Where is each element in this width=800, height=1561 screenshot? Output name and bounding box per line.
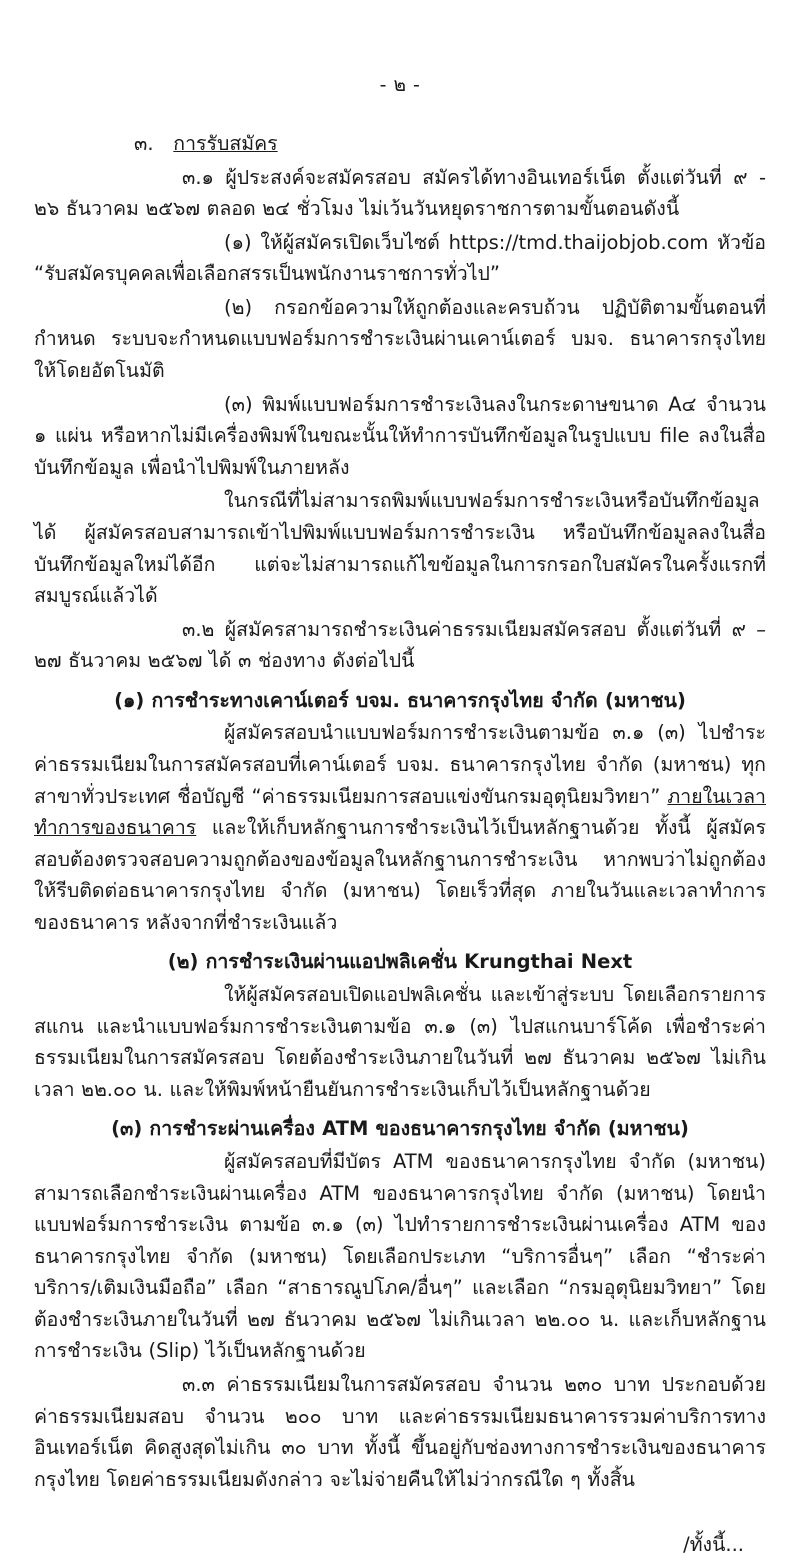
channel-3-heading: (๓) การชำระผ่านเครื่อง ATM ของธนาคารกรุงไทย จำกัด (มหาชน) [111, 1117, 689, 1141]
page-number: - ๒ - [379, 74, 421, 96]
section-3-title: การรับสมัคร [173, 132, 278, 155]
paragraph-3-3: ๓.๓ ค่าธรรมเนียมในการสมัครสอบ จำนวน ๒๓๐ บาท ประกอบด้วย ค่าธรรมเนียมสอบ จำนวน ๒๐๐ บาท และค่าธรรมเนียมธนาคารรวมค่าบริการทางอินเทอร์เน็ต คิดสูงสุดไม่เกิน ๓๐ บาท ทั้งนี้ ขึ้นอยู่กับช่องทางการชำระเงินของธนาคารกรุงไทย โดยค่าธรรมเนียมดังกล่าว จะไม่จ่ายคืนให้ไม่ว่ากรณีใด ๆ ทั้งสิ้น [34, 1372, 766, 1491]
paragraph-note: ในกรณีที่ไม่สามารถพิมพ์แบบฟอร์มการชำระเงินหรือบันทึกข้อมูลได้ ผู้สมัครสอบสามารถเข้าไปพิมพ์แบบฟอร์มการชำระเงิน หรือบันทึกข้อมูลลงในสื่อบันทึกข้อมูลใหม่ได้อีก แต่จะไม่สามารถแก้ไขข้อมูลในการกรอกใบสมัครในครั้งแรกที่สมบูรณ์แล้วได้ [34, 489, 766, 608]
paragraph-3-1: ๓.๑ ผู้ประสงค์จะสมัครสอบ สมัครได้ทางอินเทอร์เน็ต ตั้งแต่วันที่ ๙ - ๒๖ ธันวาคม ๒๕๖๗ ตลอด ๒๔ ชั่วโมง ไม่เว้นวันหยุดราชการตามขั้นตอนดังนี้ [34, 165, 766, 221]
footer-note: /ทั้งนี้... [683, 1533, 744, 1557]
channel-3-body: ผู้สมัครสอบที่มีบัตร ATM ของธนาคารกรุงไทย จำกัด (มหาชน) สามารถเลือกชำระเงินผ่านเครื่อง ATM ของธนาคารกรุงไทย จำกัด (มหาชน) โดยนำแบบฟอร์มการชำระเงิน ตามข้อ ๓.๑ (๓) ไปทำรายการชำระเงินผ่านเครื่อง ATM ของธนาคารกรุงไทย จำกัด (มหาชน) โดยเลือกประเภท “บริการอื่นๆ” เลือก “ชำระค่าบริการ/เติมเงินมือถือ” เลือก “สาธารณูปโภค/อื่นๆ” และเลือก “กรมอุตุนิยมวิทยา” โดยต้องชำระเงินภายในวันที่ ๒๗ ธันวาคม ๒๕๖๗ ไม่เกินเวลา ๒๒.๐๐ น. และเก็บหลักฐานการชำระเงิน (Slip) ไว้เป็นหลักฐานด้วย [34, 1149, 766, 1363]
channel-2-heading: (๒) การชำระเงินผ่านแอปพลิเคชั่น Krungthai Next [167, 950, 633, 974]
channel-1-body [34, 717, 766, 938]
channel-1-body-underlined: ภายในเวลาทำการของธนาคาร [34, 784, 766, 840]
channel-1-body-b: และให้เก็บหลักฐานการชำระเงินไว้เป็นหลักฐานด้วย ทั้งนี้ ผู้สมัครสอบต้องตรวจสอบความถูกต้องของข้อมูลในหลักฐานการชำระเงิน หากพบว่าไม่ถูกต้องให้รีบติดต่อธนาคารกรุงไทย จำกัด (มหาชน) โดยเร็วที่สุด ภายในวันและเวลาทำการของธนาคาร หลังจากที่ชำระเงินแล้ว [34, 816, 766, 934]
paragraph-3-2: ๓.๒ ผู้สมัครสามารถชำระเงินค่าธรรมเนียมสมัครสอบ ตั้งแต่วันที่ ๙ – ๒๗ ธันวาคม ๒๕๖๗ ได้ ๓ ช่องทาง ดังต่อไปนี้ [34, 617, 766, 673]
paragraph-item-2: (๒) กรอกข้อความให้ถูกต้องและครบถ้วน ปฏิบัติตามขั้นตอนที่กำหนด ระบบจะกำหนดแบบฟอร์มการชำระเงินผ่านเคาน์เตอร์ บมจ. ธนาคารกรุงไทย ให้โดยอัตโนมัติ [34, 295, 766, 383]
channel-1-heading: (๑) การชำระทางเคาน์เตอร์ บจม. ธนาคารกรุงไทย จำกัด (มหาชน) [114, 688, 686, 712]
section-3-heading [34, 128, 766, 160]
paragraph-item-3: (๓) พิมพ์แบบฟอร์มการชำระเงินลงในกระดาษขนาด A๔ จำนวน ๑ แผ่น หรือหากไม่มีเครื่องพิมพ์ในขณะนั้นให้ทำการบันทึกข้อมูลในรูปแบบ file ลงในสื่อบันทึกข้อมูล เพื่อนำไปพิมพ์ในภายหลัง [34, 392, 766, 479]
section-3-number: ๓. [134, 132, 154, 155]
paragraph-item-1: (๑) ให้ผู้สมัครเปิดเว็บไซต์ https://tmd.thaijobjob.com หัวข้อ “รับสมัครบุคคลเพื่อเลือกสรรเป็นพนักงานราชการทั่วไป” [34, 230, 766, 286]
channel-1-body-a: ผู้สมัครสอบนำแบบฟอร์มการชำระเงินตามข้อ ๓.๑ (๓) ไปชำระค่าธรรมเนียมในการสมัครสอบที่เคาน์เตอร์ บจม. ธนาคารกรุงไทย จำกัด (มหาชน) ทุกสาขาทั่วประเทศ ชื่อบัญชี “ค่าธรรมเนียมการสอบแข่งขันกรมอุตุนิยมวิทยา” [34, 721, 766, 808]
channel-2-body: ให้ผู้สมัครสอบเปิดแอปพลิเคชั่น และเข้าสู่ระบบ โดยเลือกรายการสแกน และนำแบบฟอร์มการชำระเงินตามข้อ ๓.๑ (๓) ไปสแกนบาร์โค้ด เพื่อชำระค่าธรรมเนียมในการสมัครสอบ โดยต้องชำระเงินภายในวันที่ ๒๗ ธันวาคม ๒๕๖๗ ไม่เกินเวลา ๒๒.๐๐ น. และให้พิมพ์หน้ายืนยันการชำระเงินเก็บไว้เป็นหลักฐานด้วย [34, 983, 766, 1101]
